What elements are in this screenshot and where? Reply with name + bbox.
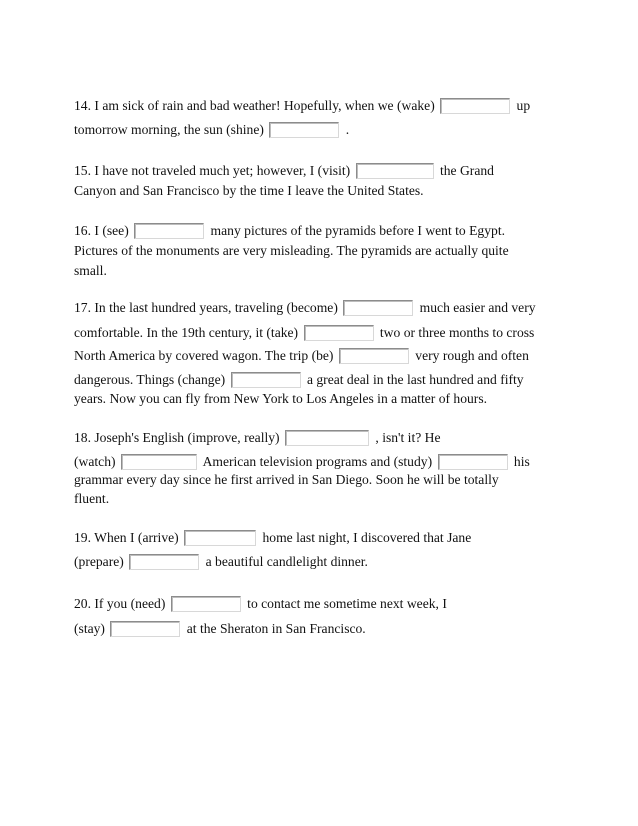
question-text: small. <box>74 263 107 278</box>
question-text: much easier and very <box>419 300 536 315</box>
question-17-line-2 <box>74 325 534 341</box>
answer-box-wake[interactable] <box>440 98 510 114</box>
question-18-line-4 <box>74 491 109 507</box>
question-text: fluent. <box>74 491 110 506</box>
question-text: his <box>513 454 530 469</box>
question-16-line-1 <box>74 223 505 239</box>
question-text: . <box>345 122 350 137</box>
answer-box-prepare[interactable] <box>129 554 199 570</box>
question-text: 20. If you (need) <box>74 596 166 611</box>
question-14-line-2 <box>74 122 349 138</box>
answer-box-change[interactable] <box>231 372 301 388</box>
answer-box-become[interactable] <box>343 300 413 316</box>
question-text: , isn't it? He <box>375 430 441 445</box>
question-text: tomorrow morning, the sun (shine) <box>74 122 264 137</box>
question-text: a beautiful candlelight dinner. <box>205 554 368 569</box>
question-20-line-1 <box>74 596 447 612</box>
question-text: comfortable. In the 19th century, it (take) <box>74 325 299 340</box>
question-18-line-1 <box>74 430 441 446</box>
question-18-line-2 <box>74 454 530 470</box>
answer-box-study[interactable] <box>438 454 508 470</box>
question-text: North America by covered wagon. The trip (be) <box>74 348 334 363</box>
question-text: 15. I have not traveled much yet; however, I (visit) <box>74 163 351 178</box>
answer-box-stay[interactable] <box>110 621 180 637</box>
question-15-line-1 <box>74 163 494 179</box>
answer-box-be[interactable] <box>339 348 409 364</box>
answer-box-need[interactable] <box>171 596 241 612</box>
question-text: Pictures of the monuments are very misleading. The pyramids are actually quite <box>74 243 509 258</box>
question-text: (watch) <box>74 454 116 469</box>
question-17-line-1 <box>74 300 536 316</box>
question-text: very rough and often <box>415 348 529 363</box>
question-17-line-4 <box>74 372 524 388</box>
question-text: 14. I am sick of rain and bad weather! Hopefully, when we (wake) <box>74 98 435 113</box>
question-text: a great deal in the last hundred and fifty <box>306 372 524 387</box>
question-17-line-5 <box>74 391 487 407</box>
answer-box-visit[interactable] <box>356 163 434 179</box>
question-text: two or three months to cross <box>379 325 535 340</box>
question-16-line-3 <box>74 263 107 279</box>
question-16-line-2 <box>74 243 509 259</box>
question-text: grammar every day since he first arrived in San Diego. Soon he will be totally <box>74 472 499 487</box>
question-17-line-3 <box>74 348 529 364</box>
question-text: 17. In the last hundred years, traveling (become) <box>74 300 338 315</box>
question-text: years. Now you can fly from New York to Los Angeles in a matter of hours. <box>74 391 488 406</box>
question-text: Canyon and San Francisco by the time I leave the United States. <box>74 183 424 198</box>
question-text: at the Sheraton in San Francisco. <box>186 621 366 636</box>
question-18-line-3 <box>74 472 499 488</box>
question-text: home last night, I discovered that Jane <box>262 530 472 545</box>
question-text: 18. Joseph's English (improve, really) <box>74 430 280 445</box>
answer-box-improve[interactable] <box>285 430 369 446</box>
question-text: American television programs and (study) <box>202 454 433 469</box>
question-19-line-1 <box>74 530 471 546</box>
question-15-line-2 <box>74 183 424 199</box>
answer-box-take[interactable] <box>304 325 374 341</box>
question-14-line-1 <box>74 98 530 114</box>
question-text: to contact me sometime next week, I <box>247 596 447 611</box>
question-text: (stay) <box>74 621 105 636</box>
question-19-line-2 <box>74 554 368 570</box>
question-20-line-2 <box>74 621 366 637</box>
question-text: up <box>516 98 531 113</box>
answer-box-shine[interactable] <box>269 122 339 138</box>
question-text: dangerous. Things (change) <box>74 372 226 387</box>
answer-box-arrive[interactable] <box>184 530 256 546</box>
question-text: (prepare) <box>74 554 124 569</box>
answer-box-watch[interactable] <box>121 454 197 470</box>
question-text: many pictures of the pyramids before I went to Egypt. <box>210 223 505 238</box>
answer-box-see[interactable] <box>134 223 204 239</box>
question-text: 16. I (see) <box>74 223 129 238</box>
question-text: 19. When I (arrive) <box>74 530 179 545</box>
question-text: the Grand <box>439 163 494 178</box>
